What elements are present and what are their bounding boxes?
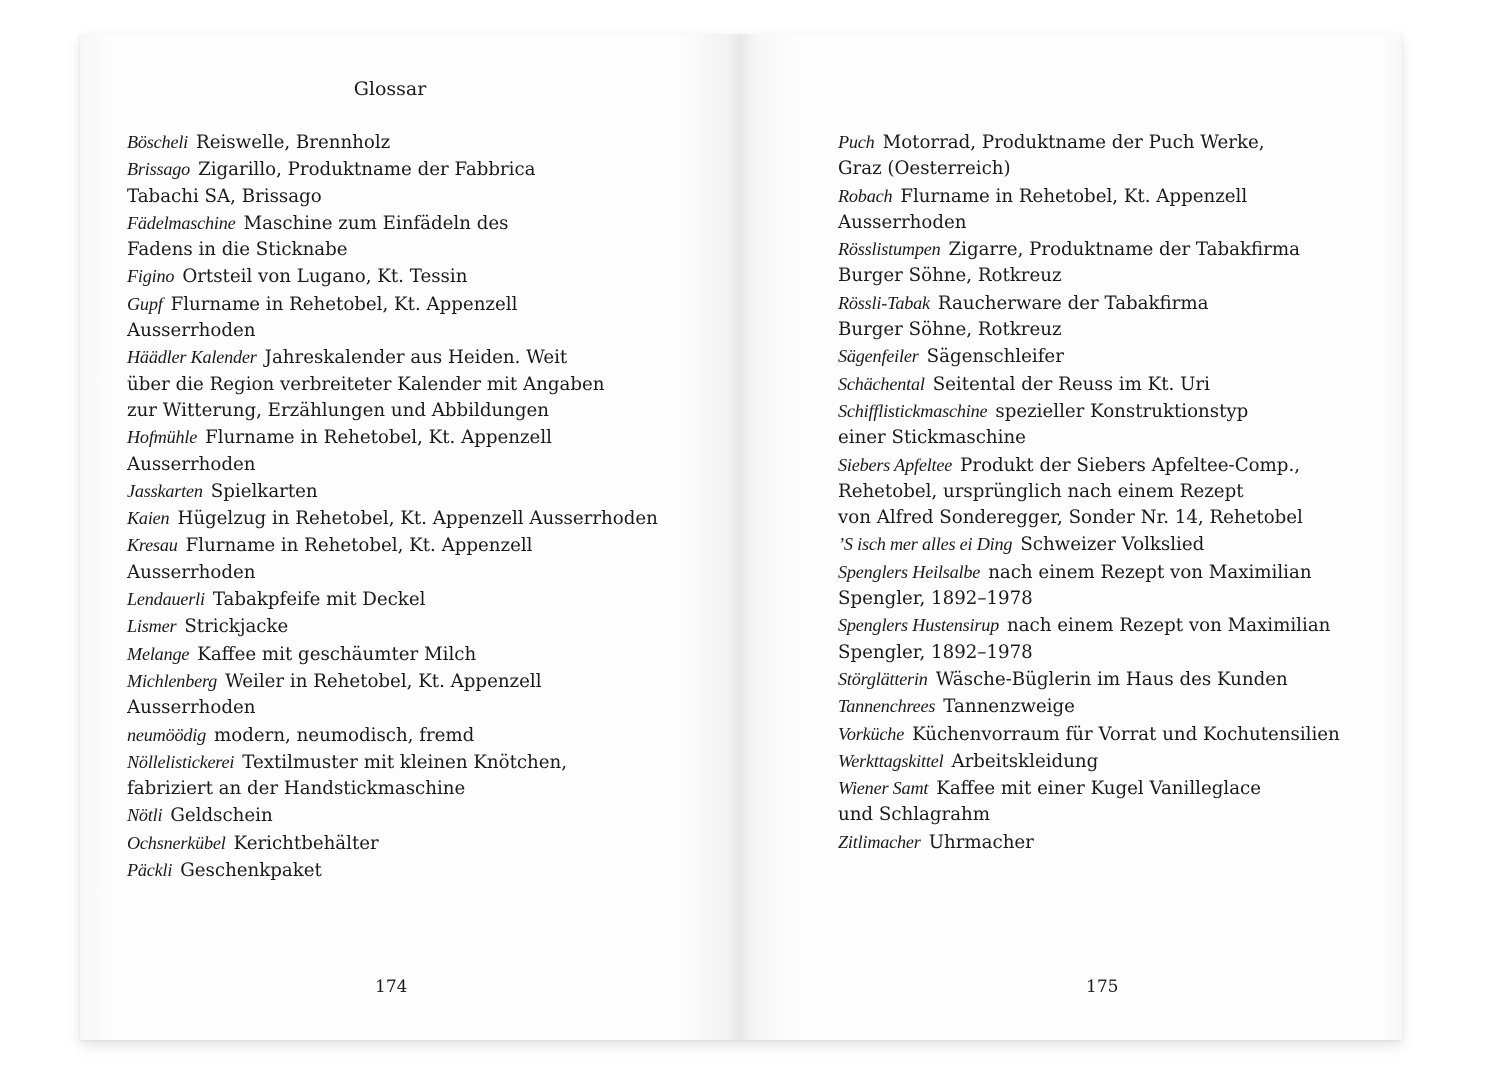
- glossary-definition: Textilmuster mit kleinen Knötchen,: [242, 751, 568, 773]
- glossary-definition: Kaffee mit einer Kugel Vanilleglace: [936, 778, 1261, 800]
- glossary-definition: Maschine zum Einfädeln des: [243, 212, 509, 234]
- glossary-definition: Wäsche-Büglerin im Haus des Kunden: [935, 668, 1288, 690]
- glossary-term: Lendauerli: [127, 589, 205, 610]
- right-page: [741, 34, 1402, 1040]
- glossary-entry: [127, 129, 687, 156]
- glossary-term: Robach: [838, 185, 893, 206]
- glossary-term: ’S isch mer alles ei Ding: [838, 534, 1013, 555]
- glossary-definition-continued: Ausserrhoden: [127, 561, 256, 583]
- glossary-definition: Produkt der Siebers Apfeltee-Comp.,: [960, 454, 1301, 476]
- glossary-entry: [127, 505, 687, 532]
- glossary-entry: [127, 722, 687, 749]
- glossary-definition: Flurname in Rehetobel, Kt. Appenzell: [185, 535, 533, 557]
- glossary-entry: [838, 612, 1378, 666]
- glossary-definition: Schweizer Volkslied: [1020, 534, 1205, 556]
- glossary-entry: [838, 290, 1378, 344]
- glossary-term: Päckli: [127, 860, 173, 881]
- glossary-definition: Tannenzweige: [943, 696, 1075, 718]
- glossary-term: Wiener Samt: [838, 778, 929, 799]
- glossary-entry: [127, 263, 687, 290]
- glossary-definition: Uhrmacher: [928, 831, 1034, 853]
- glossary-entry: [838, 748, 1378, 775]
- glossary-definition: Arbeitskleidung: [951, 750, 1099, 772]
- glossary-term: Schächental: [838, 373, 925, 394]
- glossary-term: Lismer: [127, 616, 177, 637]
- glossary-definition: Seitental der Reuss im Kt. Uri: [932, 373, 1210, 395]
- glossary-term: Rössli-Tabak: [838, 292, 930, 313]
- glossary-definition: Jahreskalender aus Heiden. Weit: [264, 347, 568, 369]
- glossary-definition: Zigarre, Produktname der Tabakfirma: [948, 239, 1300, 261]
- page-number-right: 175: [1086, 977, 1119, 997]
- glossary-term: Melange: [127, 643, 190, 664]
- glossary-definition: Zigarillo, Produktname der Fabbrica: [198, 159, 536, 181]
- glossary-entry: [127, 749, 687, 803]
- glossary-definition: Motorrad, Produktname der Puch Werke,: [882, 132, 1265, 153]
- glossary-entry: [127, 668, 687, 722]
- glossary-definition: Weiler in Rehetobel, Kt. Appenzell: [225, 670, 542, 692]
- glossary-term: Störglätterin: [838, 668, 928, 689]
- glossary-term: Rösslistumpen: [838, 239, 941, 260]
- glossary-definition: Strickjacke: [184, 616, 289, 638]
- glossary-definition-continued: und Schlagrahm: [838, 804, 991, 826]
- glossary-definition-continued: Burger Söhne, Rotkreuz: [838, 265, 1062, 287]
- glossary-term: Puch: [838, 132, 875, 152]
- glossary-definition: modern, neumodisch, fremd: [214, 724, 475, 746]
- glossary-definition-continued: Ausserrhoden: [838, 211, 967, 233]
- glossary-term: Spenglers Heilsalbe: [838, 561, 981, 582]
- glossary-term: Böscheli: [127, 132, 189, 152]
- glossary-definition: Kaffee mit geschäumter Milch: [197, 643, 477, 665]
- glossary-definition: Geschenkpaket: [180, 860, 322, 882]
- glossary-definition: Tabakpfeife mit Deckel: [212, 589, 426, 611]
- glossary-entry: [838, 531, 1378, 558]
- glossary-term: Fädelmaschine: [127, 212, 236, 233]
- glossary-definition-continued: Fadens in die Sticknabe: [127, 239, 348, 261]
- glossary-entry: [838, 371, 1378, 398]
- glossary-term: Hofmühle: [127, 427, 198, 448]
- glossary-entry: [838, 236, 1378, 290]
- glossary-entry: [127, 344, 687, 424]
- glossary-definition-continued: Tabachi SA, Brissago: [127, 185, 322, 207]
- glossary-entry: [127, 586, 687, 613]
- glossary-entry: [127, 532, 687, 586]
- glossary-entry: [127, 857, 687, 884]
- page-heading: Glossar: [353, 78, 427, 100]
- glossary-entry: [127, 641, 687, 668]
- glossary-entry: [127, 830, 687, 857]
- glossary-definition-continued: von Alfred Sonderegger, Sonder Nr. 14, Rehetobel: [838, 507, 1303, 529]
- book-spread: [80, 34, 1402, 1040]
- glossary-entry: [838, 183, 1378, 237]
- glossary-definition-continued: Rehetobel, ursprünglich nach einem Rezept: [838, 480, 1244, 502]
- glossary-definition-continued: einer Stickmaschine: [838, 427, 1026, 449]
- glossary-entry: [838, 666, 1378, 693]
- glossary-entry: [127, 210, 687, 264]
- glossary-definition: Flurname in Rehetobel, Kt. Appenzell: [900, 185, 1248, 207]
- glossary-definition-continued: Spengler, 1892–1978: [838, 641, 1033, 663]
- glossary-entry: [838, 693, 1378, 720]
- glossary-definition-continued: fabriziert an der Handstickmaschine: [127, 778, 466, 800]
- glossary-term: neumöödig: [127, 724, 207, 745]
- glossary-list-left: [127, 129, 687, 884]
- glossary-term: Siebers Apfeltee: [838, 454, 953, 475]
- glossary-definition-continued: Ausserrhoden: [127, 697, 256, 719]
- glossary-term: Kresau: [127, 535, 178, 556]
- glossary-definition: Raucherware der Tabakfirma: [937, 292, 1209, 314]
- glossary-entry: [127, 424, 687, 478]
- glossary-term: Schifflistickmaschine: [838, 400, 988, 421]
- glossary-entry: [838, 129, 1378, 183]
- glossary-term: Brissago: [127, 159, 191, 180]
- glossary-definition: Reiswelle, Brennholz: [196, 132, 391, 153]
- glossary-definition-continued: über die Region verbreiteter Kalender mit Angaben: [127, 373, 605, 395]
- glossary-definition: Spielkarten: [210, 480, 318, 502]
- glossary-entry: [127, 802, 687, 829]
- glossary-entry: [127, 291, 687, 345]
- glossary-entry: [127, 478, 687, 505]
- glossary-entry: [127, 613, 687, 640]
- glossary-definition: Geldschein: [170, 805, 273, 827]
- glossary-entry: [838, 775, 1378, 829]
- glossary-term: Werkttagskittel: [838, 750, 944, 771]
- glossary-entry: [838, 829, 1378, 856]
- glossary-term: Nöllelistickerei: [127, 751, 235, 772]
- glossary-term: Jasskarten: [127, 480, 203, 501]
- glossary-term: Tannenchrees: [838, 696, 936, 717]
- glossary-definition: Kerichtbehälter: [233, 832, 379, 854]
- glossary-entry: [838, 452, 1378, 532]
- glossary-definition-continued: Burger Söhne, Rotkreuz: [838, 319, 1062, 341]
- glossary-term: Nötli: [127, 805, 163, 826]
- glossary-definition: Hügelzug in Rehetobel, Kt. Appenzell Ausserrhoden: [177, 508, 658, 530]
- glossary-definition: Flurname in Rehetobel, Kt. Appenzell: [205, 427, 552, 449]
- glossary-definition-continued: zur Witterung, Erzählungen und Abbildungen: [127, 399, 550, 421]
- glossary-definition-continued: Graz (Oesterreich): [838, 158, 1011, 180]
- glossary-definition: spezieller Konstruktionstyp: [995, 400, 1249, 422]
- glossary-term: Ochsnerkübel: [127, 832, 226, 853]
- glossary-term: Spenglers Hustensirup: [838, 615, 999, 636]
- glossary-term: Vorküche: [838, 723, 905, 744]
- glossary-entry: [838, 343, 1378, 370]
- glossary-definition-continued: Ausserrhoden: [127, 320, 256, 342]
- glossary-definition-continued: Ausserrhoden: [127, 453, 256, 475]
- glossary-term: Michlenberg: [127, 670, 218, 691]
- glossary-term: Häädler Kalender: [127, 347, 257, 368]
- page-number-left: 174: [375, 977, 408, 997]
- glossary-list-right: [838, 129, 1378, 856]
- glossary-entry: [838, 398, 1378, 452]
- left-page: [80, 34, 741, 1040]
- glossary-definition: Küchenvorraum für Vorrat und Kochutensilien: [912, 723, 1340, 745]
- glossary-definition: Ortsteil von Lugano, Kt. Tessin: [182, 266, 468, 288]
- glossary-definition: Sägenschleifer: [926, 346, 1064, 368]
- glossary-definition-continued: Spengler, 1892–1978: [838, 588, 1033, 610]
- glossary-term: Kaien: [127, 508, 170, 529]
- glossary-entry: [127, 156, 687, 210]
- glossary-definition: nach einem Rezept von Maximilian: [1007, 615, 1331, 637]
- glossary-definition: Flurname in Rehetobel, Kt. Appenzell: [170, 293, 518, 315]
- glossary-term: Zitlimacher: [838, 831, 921, 852]
- glossary-term: Figino: [127, 266, 175, 287]
- glossary-term: Sägenfeiler: [838, 346, 919, 367]
- glossary-definition: nach einem Rezept von Maximilian: [988, 561, 1312, 583]
- glossary-term: Gupf: [127, 293, 163, 314]
- glossary-entry: [838, 559, 1378, 613]
- glossary-entry: [838, 721, 1378, 748]
